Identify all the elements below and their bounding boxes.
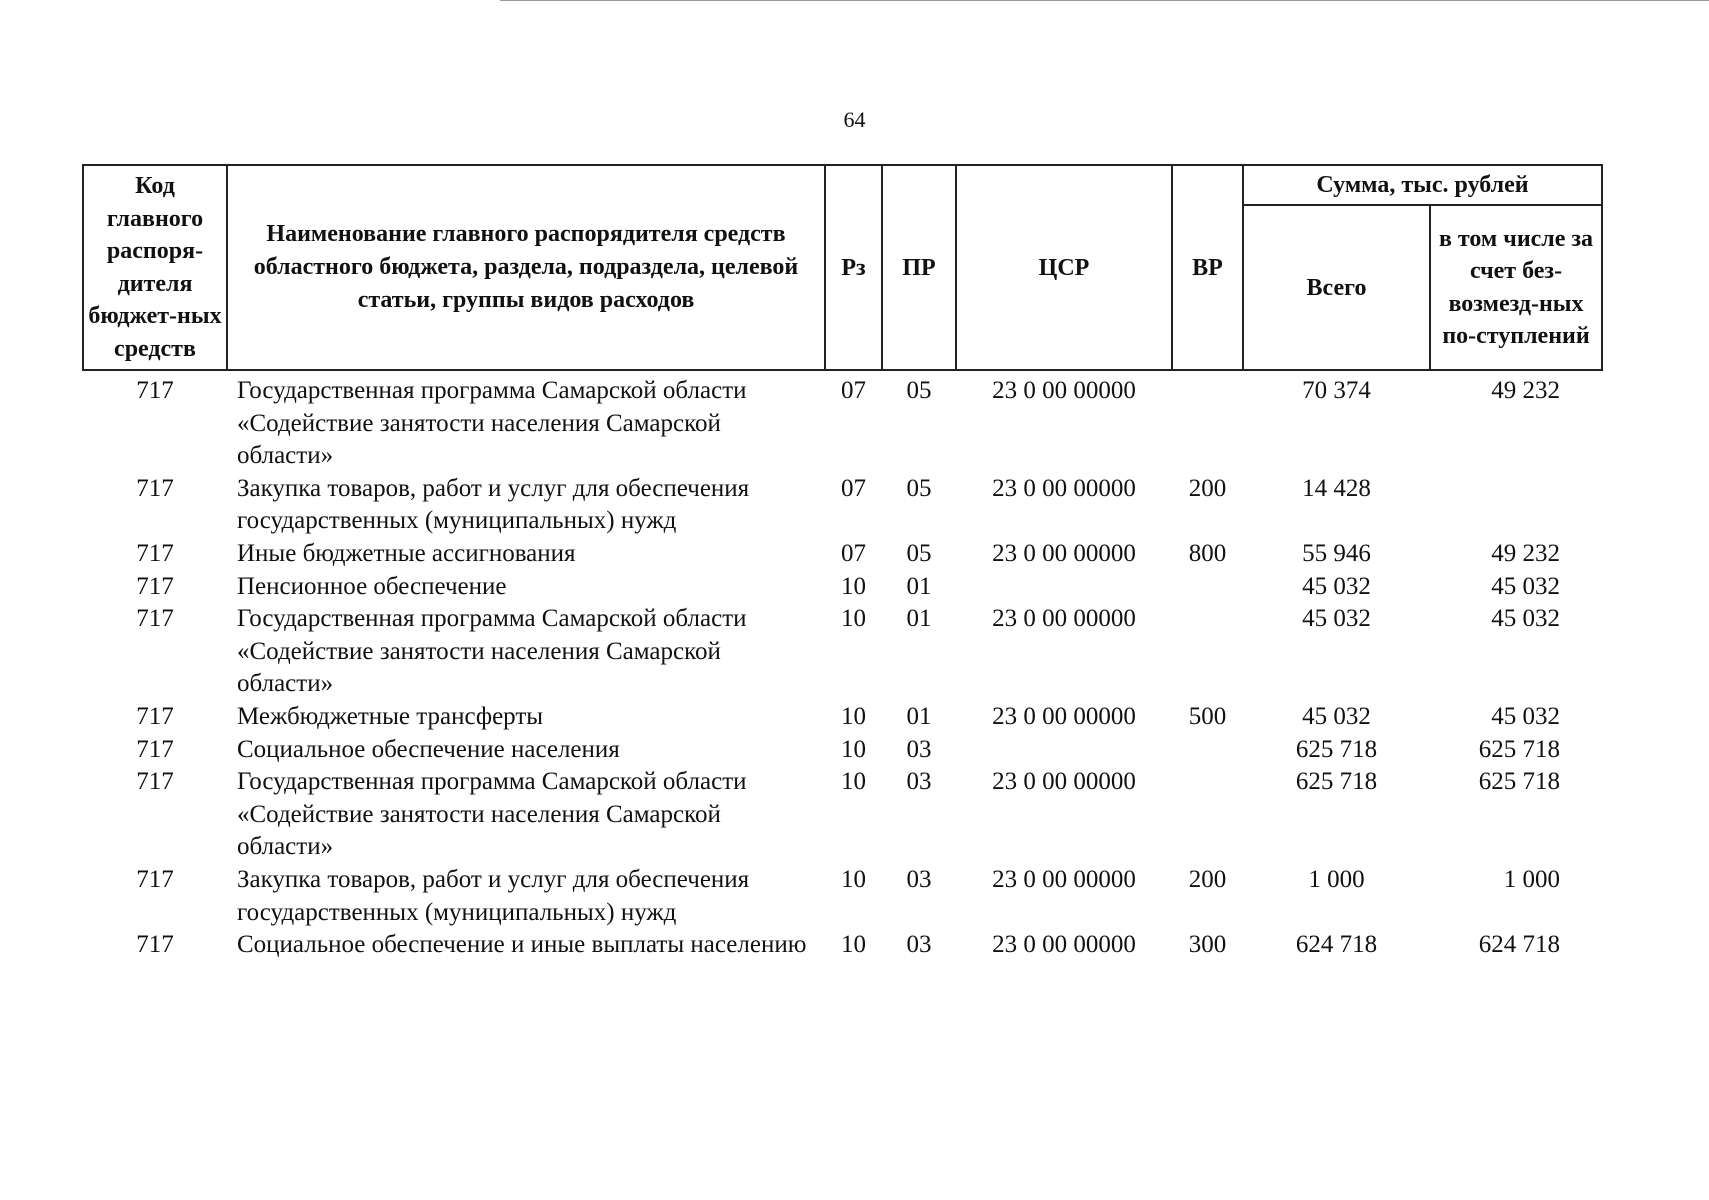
header-rz: Рз: [825, 165, 882, 370]
table-row: [83, 734, 1602, 767]
cell-csr: 23 0 00 00000: [992, 702, 1136, 730]
cell-rz: 07: [841, 377, 866, 404]
cell-vr: 800: [1188, 539, 1227, 567]
cell-name: Государственная программа Самарской области «Содействие занятости населения Самарской области»: [237, 605, 747, 698]
header-code: Код главного распоря-дителя бюджет-ных средств: [83, 165, 227, 370]
cell-code: 717: [136, 768, 174, 796]
cell-csr: 23 0 00 00000: [992, 474, 1136, 502]
cell-name: Закупка товаров, работ и услуг для обеспечения государственных (муниципальных) нужд: [237, 865, 750, 926]
table-row: [83, 603, 1602, 701]
cell-pr: 05: [906, 539, 932, 567]
table-row: [83, 864, 1602, 929]
cell-free: 49 232: [1491, 377, 1561, 404]
cell-rz: 07: [841, 539, 866, 567]
cell-rz: 10: [841, 735, 866, 763]
header-pr: ПР: [882, 165, 956, 370]
cell-code: 717: [136, 865, 174, 893]
table-header: [83, 165, 1602, 370]
cell-csr: 23 0 00 00000: [992, 605, 1136, 633]
table-row: [83, 766, 1602, 864]
cell-name: Социальное обеспечение и иные выплаты населению: [237, 931, 807, 959]
cell-rz: 10: [841, 931, 866, 959]
cell-rz: 10: [841, 768, 866, 796]
cell-free: 45 032: [1491, 572, 1561, 600]
cell-vr: 200: [1188, 865, 1227, 893]
cell-vr: [1172, 370, 1243, 473]
scan-top-edge: [500, 0, 1709, 1]
cell-name: Иные бюджетные ассигнования: [237, 539, 576, 567]
cell-free: 625 718: [1478, 735, 1561, 763]
cell-free: [1430, 473, 1602, 538]
table-row: [83, 538, 1602, 571]
cell-pr: 03: [906, 931, 932, 959]
table-row: [83, 929, 1602, 962]
header-free: в том числе за счет без-возмезд-ных по-ступлений: [1430, 205, 1602, 370]
cell-rz: 07: [841, 474, 866, 502]
cell-total: 70 374: [1302, 377, 1371, 404]
cell-free: 45 032: [1491, 605, 1561, 633]
cell-vr: 500: [1188, 702, 1227, 730]
cell-vr: 300: [1188, 931, 1227, 959]
cell-pr: 05: [906, 377, 932, 404]
cell-name: Государственная программа Самарской области «Содействие занятости населения Самарской области»: [237, 768, 747, 861]
header-vr: ВР: [1172, 165, 1243, 370]
cell-vr: 200: [1188, 474, 1227, 502]
cell-total: 55 946: [1302, 539, 1371, 567]
cell-total: 1 000: [1308, 865, 1365, 893]
cell-free: 624 718: [1478, 931, 1561, 959]
cell-csr: [956, 734, 1172, 767]
cell-code: 717: [136, 605, 174, 633]
header-sum-group: Сумма, тыс. рублей: [1243, 165, 1602, 205]
header-csr: ЦСР: [956, 165, 1172, 370]
cell-name: Пенсионное обеспечение: [237, 572, 507, 600]
cell-name: Социальное обеспечение населения: [237, 735, 620, 763]
table-row: [83, 571, 1602, 604]
cell-vr: [1172, 734, 1243, 767]
cell-total: 625 718: [1295, 768, 1378, 796]
budget-table: [82, 164, 1603, 962]
cell-name: Государственная программа Самарской области «Содействие занятости населения Самарской области»: [237, 377, 747, 470]
cell-free: 49 232: [1491, 539, 1561, 567]
cell-pr: 03: [906, 768, 932, 796]
cell-vr: [1172, 766, 1243, 864]
cell-pr: 01: [906, 572, 932, 600]
cell-code: 717: [136, 931, 174, 959]
cell-rz: 10: [841, 605, 866, 633]
cell-code: 717: [136, 474, 174, 502]
cell-pr: 03: [906, 865, 932, 893]
cell-csr: 23 0 00 00000: [992, 865, 1136, 893]
cell-rz: 10: [841, 702, 866, 730]
budget-sheet: [82, 164, 1601, 962]
cell-free: 45 032: [1491, 702, 1561, 730]
cell-total: 624 718: [1295, 931, 1378, 959]
cell-vr: [1172, 571, 1243, 604]
table-row: [83, 473, 1602, 538]
cell-code: 717: [136, 702, 174, 730]
cell-pr: 01: [906, 605, 932, 633]
cell-total: 45 032: [1302, 605, 1371, 633]
table-body: [83, 370, 1602, 962]
cell-name: Закупка товаров, работ и услуг для обеспечения государственных (муниципальных) нужд: [237, 474, 750, 535]
cell-code: 717: [136, 539, 174, 567]
cell-csr: 23 0 00 00000: [992, 931, 1136, 959]
cell-total: 14 428: [1302, 474, 1371, 502]
cell-csr: 23 0 00 00000: [992, 539, 1136, 567]
cell-pr: 05: [906, 474, 932, 502]
header-total: Всего: [1243, 205, 1430, 370]
cell-pr: 01: [906, 702, 932, 730]
cell-free: 1 000: [1503, 865, 1561, 893]
table-row: [83, 701, 1602, 734]
cell-pr: 03: [906, 735, 932, 763]
table-row: [83, 370, 1602, 473]
cell-code: 717: [136, 377, 174, 404]
page-number: 64: [843, 107, 866, 132]
header-name: Наименование главного распорядителя средств областного бюджета, раздела, подраздела, целевой статьи, группы видов расходов: [227, 165, 825, 370]
cell-csr: 23 0 00 00000: [992, 377, 1136, 404]
cell-code: 717: [136, 735, 174, 763]
cell-total: 625 718: [1295, 735, 1378, 763]
cell-vr: [1172, 603, 1243, 701]
cell-free: 625 718: [1478, 768, 1561, 796]
cell-csr: 23 0 00 00000: [992, 768, 1136, 796]
cell-total: 45 032: [1302, 702, 1371, 730]
cell-rz: 10: [841, 572, 866, 600]
cell-rz: 10: [841, 865, 866, 893]
cell-csr: [956, 571, 1172, 604]
cell-name: Межбюджетные трансферты: [237, 702, 544, 730]
cell-code: 717: [136, 572, 174, 600]
cell-total: 45 032: [1302, 572, 1371, 600]
